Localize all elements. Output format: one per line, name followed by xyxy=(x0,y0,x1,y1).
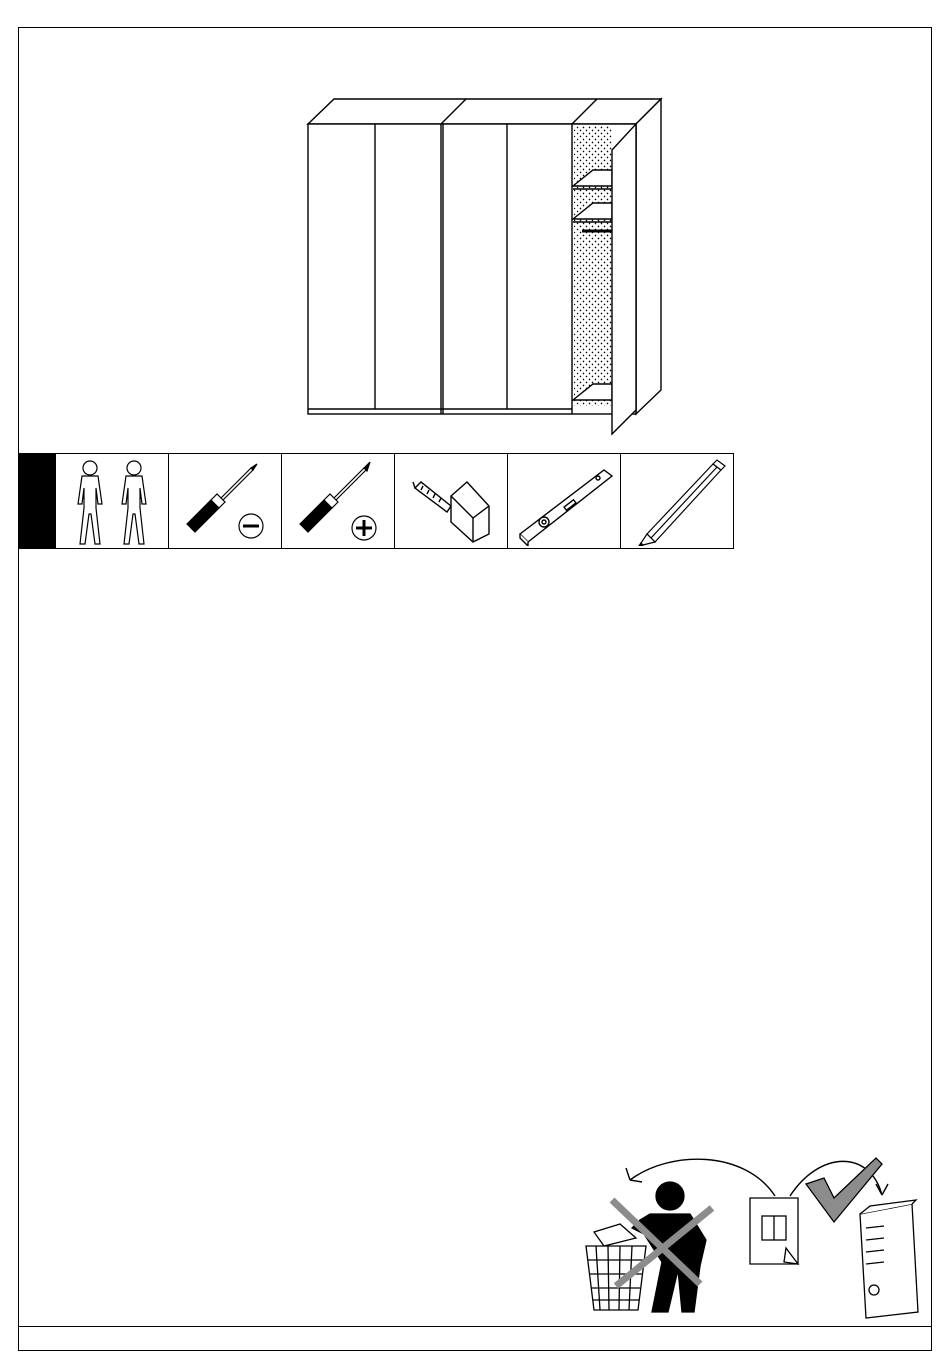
no-trash-icon xyxy=(586,1158,918,1318)
pencil-icon xyxy=(627,456,727,546)
binder-icon xyxy=(860,1200,918,1318)
footer-divider xyxy=(18,1326,932,1327)
phillips-screwdriver-icon xyxy=(288,456,388,546)
tool-phillips-screwdriver xyxy=(282,453,395,549)
flat-screwdriver-icon xyxy=(175,456,275,546)
tool-tape-measure xyxy=(395,453,508,549)
keep-instructions-notice xyxy=(580,1150,925,1322)
tools-marker xyxy=(18,453,56,549)
tape-measure-icon xyxy=(401,456,501,546)
tool-flat-screwdriver xyxy=(169,453,282,549)
tools-strip xyxy=(18,453,734,549)
tool-two-persons xyxy=(56,453,169,549)
wardrobe-icon xyxy=(300,95,670,440)
two-persons-icon xyxy=(62,456,162,546)
tool-pencil xyxy=(621,453,734,549)
tool-spirit-level xyxy=(508,453,621,549)
spirit-level-icon xyxy=(514,456,614,546)
